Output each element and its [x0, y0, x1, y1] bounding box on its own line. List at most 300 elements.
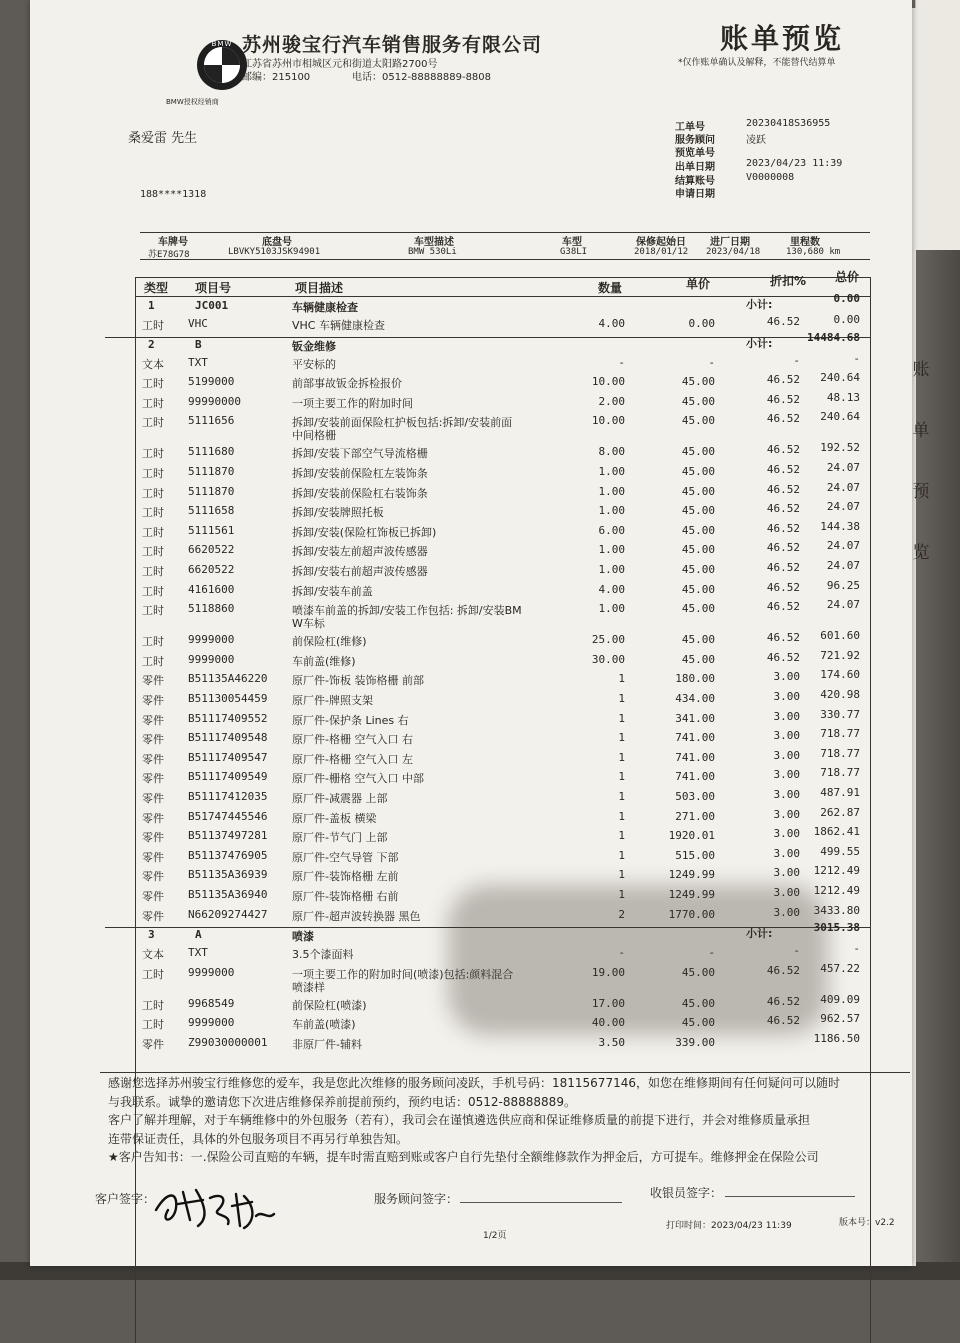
row-quantity: 1.00: [598, 602, 625, 616]
table-header-price: 单价: [686, 277, 711, 291]
row-total: 24.07: [826, 480, 860, 494]
customer-phone: 188****1318: [140, 189, 207, 200]
row-unit-price: 45.00: [681, 652, 715, 666]
row-discount: 3.00: [773, 846, 800, 860]
row-quantity: 25.00: [591, 633, 625, 647]
row-discount: 46.52: [766, 412, 800, 426]
row-unit-price: 45.00: [681, 465, 715, 478]
row-code: B51117409548: [188, 731, 268, 745]
row-total: 1186.50: [813, 1032, 860, 1045]
row-type: 零件: [142, 733, 164, 747]
row-discount: 3.00: [773, 827, 800, 841]
row-total: 262.87: [820, 805, 860, 819]
row-description: 前保险杠(维修): [292, 635, 367, 649]
row-type: 零件: [142, 674, 164, 688]
row-unit-price: 45.00: [681, 414, 715, 428]
row-unit-price: 0.00: [688, 317, 715, 330]
row-code: B51135A46220: [188, 672, 268, 686]
row-unit-price: 434.00: [675, 692, 715, 705]
row-discount: 46.52: [766, 650, 800, 664]
row-discount: 3.00: [773, 768, 800, 782]
section-number: 3: [148, 928, 155, 942]
row-total: 1212.49: [813, 864, 860, 878]
vehicle-header: 底盘号: [262, 237, 292, 248]
vehicle-header: 车牌号: [158, 237, 188, 248]
notes-block: [108, 1074, 840, 1167]
vehicle-value: 2018/01/12: [634, 247, 689, 257]
row-type: 零件: [142, 694, 164, 707]
company-address: 江苏省苏州市相城区元和街道太阳路2700号: [242, 59, 438, 70]
row-type: 零件: [142, 831, 164, 845]
row-description: 原厂件-格栅 空气入口 右: [292, 733, 413, 747]
row-unit-price: 341.00: [675, 711, 715, 725]
vehicle-value: LBVKY5103JSK94901: [228, 247, 321, 257]
row-unit-price: 45.00: [681, 633, 715, 647]
row-discount: 3.00: [773, 886, 800, 899]
row-code: 5199000: [188, 375, 235, 389]
page-number: 1/2页: [483, 1231, 507, 1241]
row-description: 平安标的: [292, 357, 336, 371]
row-code: 5111870: [188, 465, 235, 478]
vehicle-value: BMW 530Li: [408, 247, 457, 257]
row-type: 工时: [142, 506, 164, 520]
row-discount: 3.00: [773, 670, 800, 684]
row-unit-price: 45.00: [681, 445, 715, 459]
row-code: TXT: [188, 946, 208, 960]
row-total: 24.07: [826, 598, 860, 612]
row-total: 457.22: [820, 961, 860, 975]
customer-signature-icon: [148, 1180, 278, 1232]
vehicle-value: 苏E78G78: [148, 250, 190, 260]
row-code: TXT: [188, 355, 208, 369]
row-quantity: 1: [618, 750, 625, 764]
row-quantity: 1: [618, 848, 625, 862]
vehicle-value: G38LI: [560, 247, 588, 257]
row-code: B51117409552: [188, 711, 268, 725]
company-name: 苏州骏宝行汽车销售服务有限公司: [242, 34, 543, 56]
row-code: 5111870: [188, 484, 235, 498]
row-quantity: 1: [618, 770, 625, 784]
row-description: 车前盖(维修): [292, 654, 356, 668]
row-discount: 46.52: [766, 373, 800, 387]
info-label: 预览单号: [675, 148, 715, 159]
row-discount: 46.52: [766, 502, 800, 516]
row-quantity: 1.00: [598, 504, 625, 518]
row-discount: 46.52: [766, 1014, 800, 1028]
row-code: 9999000: [188, 965, 235, 979]
row-type: 工时: [142, 447, 164, 461]
row-total: 24.07: [826, 539, 860, 553]
row-unit-price: 45.00: [681, 602, 715, 616]
row-description: 原厂件-节气门 上部: [292, 831, 388, 845]
customer-name: 桑爱雷 先生: [128, 131, 198, 146]
row-discount: 3.00: [773, 905, 800, 919]
row-type: 工时: [142, 319, 164, 332]
row-code: B51130054459: [188, 692, 268, 705]
row-discount: 3.00: [773, 709, 800, 723]
row-quantity: 1: [618, 711, 625, 725]
row-quantity: 1: [618, 868, 625, 882]
row-quantity: 19.00: [591, 965, 625, 979]
row-discount: 46.52: [766, 963, 800, 977]
row-description: 原厂件-格栅 空气入口 左: [292, 752, 413, 766]
row-code: 9999000: [188, 652, 235, 666]
info-value: 凌跃: [746, 135, 766, 146]
row-total: 1862.41: [813, 825, 860, 839]
row-type: 工时: [142, 545, 164, 559]
row-description: 拆卸/安装前保险杠左装饰条: [292, 467, 428, 480]
row-unit-price: 741.00: [675, 750, 715, 764]
row-code: 9999000: [188, 1016, 235, 1030]
row-description: 喷漆车前盖的拆卸/安装工作包括: 拆卸/安装BM: [292, 604, 522, 618]
row-unit-price: 503.00: [675, 790, 715, 803]
note-line: 感谢您选择苏州骏宝行维修您的爱车，我是您此次维修的服务顾问凌跃，手机号码：18115677146，如您在维修期间有任何疑问可以随时: [108, 1076, 840, 1090]
row-quantity: -: [618, 355, 625, 369]
row-discount: 46.52: [766, 482, 800, 496]
row-type: 零件: [142, 890, 164, 903]
row-unit-price: 45.00: [681, 582, 715, 596]
section-number: 1: [148, 299, 155, 312]
row-total: 1212.49: [813, 884, 860, 897]
row-total: 192.52: [820, 441, 860, 455]
row-unit-price: 741.00: [675, 770, 715, 784]
row-quantity: 30.00: [591, 652, 625, 666]
row-description: 原厂件-盖板 横梁: [292, 811, 377, 825]
row-code: 5111656: [188, 414, 235, 428]
row-total: 24.07: [826, 500, 860, 514]
row-quantity: 1: [618, 672, 625, 686]
table-header-total: 总价: [835, 270, 860, 284]
info-label: 工单号: [675, 122, 705, 133]
row-description: 前保险杠(喷漆): [292, 998, 367, 1012]
row-type: 工时: [142, 584, 164, 598]
row-total: 96.25: [826, 578, 860, 592]
row-total: 174.60: [820, 668, 860, 682]
row-code: B51117412035: [188, 790, 268, 803]
row-total: 48.13: [826, 390, 860, 404]
table-header-qty: 数量: [598, 281, 623, 295]
row-type: 零件: [142, 909, 164, 923]
row-description: 拆卸/安装前保险杠右装饰条: [292, 486, 428, 500]
row-discount: 3.00: [773, 807, 800, 821]
customer-signature-label: 客户签字：: [95, 1192, 156, 1206]
section-name: 喷漆: [292, 930, 314, 944]
note-line: ★客户告知书：一.保险公司直赔的车辆，提车时需直赔到账或客户自行先垫付全额维修款作为押金后，方可提车。维修押金在保险公司: [108, 1150, 819, 1164]
row-description: 一项主要工作的附加时间(喷漆)包括:颜料混合: [292, 967, 514, 981]
row-description: 3.5个漆面料: [292, 948, 354, 962]
row-type: 工时: [142, 565, 164, 578]
row-type: 工时: [142, 525, 164, 539]
vehicle-header: 保修起始日: [636, 237, 686, 248]
row-discount: 46.52: [766, 631, 800, 645]
row-quantity: 4.00: [598, 317, 625, 330]
row-quantity: -: [618, 946, 625, 960]
row-quantity: 2: [618, 907, 625, 921]
row-unit-price: 45.00: [681, 394, 715, 408]
row-description: 原厂件-装饰格栅 右前: [292, 890, 399, 903]
row-description: 拆卸/安装左前超声波传感器: [292, 545, 428, 559]
row-quantity: 1: [618, 888, 625, 901]
section-subtotal: 3015.38: [813, 921, 860, 935]
row-discount: -: [793, 944, 800, 958]
info-value: 2023/04/23 11:39: [746, 158, 843, 169]
row-type: 零件: [142, 1038, 164, 1051]
section-code: A: [195, 928, 202, 942]
vehicle-header: 里程数: [790, 237, 820, 248]
row-discount: 46.52: [766, 541, 800, 555]
row-unit-price: 271.00: [675, 809, 715, 823]
section-subtotal-label: 小计:: [746, 927, 773, 941]
row-description: 车前盖(喷漆): [292, 1018, 356, 1032]
row-total: 487.91: [820, 786, 860, 799]
photo-shadow: [448, 885, 828, 1035]
row-total: 240.64: [820, 371, 860, 385]
row-code: N66209274427: [188, 907, 268, 921]
section-subtotal-label: 小计:: [746, 298, 773, 311]
row-description-cont: W车标: [292, 617, 325, 631]
bmw-logo-icon: BMW: [197, 40, 247, 90]
advisor-signature-label: 服务顾问签字：: [374, 1192, 459, 1206]
section-number: 2: [148, 337, 155, 351]
row-type: 零件: [142, 713, 164, 727]
vehicle-value: 2023/04/18: [706, 247, 761, 257]
note-line: 连带保证责任，具体的外包服务项目不再另行单独告知。: [108, 1131, 409, 1146]
row-discount: -: [793, 353, 800, 367]
row-unit-price: 45.00: [681, 965, 715, 979]
row-type: 工时: [142, 654, 164, 668]
row-description: 原厂件-减震器 上部: [292, 792, 388, 805]
row-code: 5111658: [188, 504, 235, 518]
row-unit-price: 45.00: [681, 1016, 715, 1030]
table-header-type: 类型: [144, 281, 169, 295]
row-description: 拆卸/安装(保险杠饰板已拆卸): [292, 525, 437, 539]
row-unit-price: 45.00: [681, 523, 715, 537]
row-total: 718.77: [820, 746, 860, 760]
row-description: 拆卸/安装右前超声波传感器: [292, 565, 428, 578]
row-type: 零件: [142, 850, 164, 864]
vehicle-header: 车型: [562, 237, 582, 248]
row-description: 原厂件-空气导管 下部: [292, 850, 399, 864]
row-quantity: 1: [618, 790, 625, 803]
row-quantity: 1.00: [598, 543, 625, 557]
row-type: 工时: [142, 467, 164, 480]
row-total: 420.98: [820, 688, 860, 701]
row-unit-price: 45.00: [681, 563, 715, 576]
row-quantity: 3.50: [598, 1036, 625, 1049]
info-label: 申请日期: [675, 189, 715, 200]
row-total: 601.60: [820, 629, 860, 643]
row-code: Z99030000001: [188, 1036, 268, 1049]
row-description: 原厂件-栅格 空气入口 中部: [292, 772, 424, 786]
row-total: 409.09: [820, 992, 860, 1006]
info-value: V0000008: [746, 172, 795, 183]
row-total: 144.38: [820, 519, 860, 533]
table-header-discount: 折扣%: [770, 274, 807, 288]
row-type: 工时: [142, 998, 164, 1012]
row-code: 5111561: [188, 523, 235, 537]
row-code: 99990000: [188, 394, 241, 408]
row-total: -: [853, 351, 860, 365]
row-unit-price: 1249.99: [668, 888, 715, 901]
row-description: VHC 车辆健康检查: [292, 319, 385, 332]
info-label: 出单日期: [675, 162, 715, 173]
row-code: B51137476905: [188, 848, 268, 862]
row-total: 499.55: [820, 844, 860, 858]
row-total: 718.77: [820, 727, 860, 741]
side-title: [910, 340, 932, 584]
row-type: 工时: [142, 967, 164, 981]
info-label: 结算账号: [675, 176, 715, 187]
row-quantity: 4.00: [598, 582, 625, 596]
row-description: 前部事故钣金拆检报价: [292, 377, 402, 391]
row-type: 零件: [142, 752, 164, 766]
section-subtotal: 14484.68: [807, 330, 860, 344]
row-quantity: 1: [618, 731, 625, 745]
row-code: 5111680: [188, 445, 235, 459]
row-code: 9999000: [188, 633, 235, 647]
row-description: 拆卸/安装前面保险杠护板包括:拆卸/安装前面: [292, 416, 513, 430]
row-unit-price: -: [708, 355, 715, 369]
row-total: 3433.80: [813, 903, 860, 917]
info-value: 20230418S36955: [746, 118, 831, 129]
version-number: 版本号：v2.2: [839, 1218, 895, 1228]
row-description-cont: 中间格栅: [292, 429, 336, 443]
side-title-char: 览: [912, 543, 930, 563]
row-quantity: 1.00: [598, 484, 625, 498]
row-quantity: 1: [618, 829, 625, 843]
row-description: 原厂件-牌照支架: [292, 694, 373, 707]
row-unit-price: 45.00: [681, 484, 715, 498]
row-discount: 46.52: [766, 994, 800, 1008]
side-title-char: 账: [912, 360, 930, 380]
row-total: 240.64: [820, 410, 860, 424]
row-description: 原厂件-装饰格栅 左前: [292, 870, 399, 884]
row-quantity: 1.00: [598, 465, 625, 478]
row-unit-price: 45.00: [681, 504, 715, 518]
document-title: 账单预览: [720, 22, 845, 55]
background-card: [915, 0, 960, 250]
row-discount: 46.52: [766, 392, 800, 406]
row-code: B51135A36940: [188, 888, 268, 901]
row-unit-price: 1920.01: [668, 829, 715, 843]
vehicle-value: 130,680 km: [786, 247, 841, 257]
row-description: 原厂件-超声波转换器 黑色: [292, 909, 421, 923]
note-line: 与我联系。诚挚的邀请您下次进店维修保养前提前预约，预约电话：0512-88888889。: [108, 1094, 576, 1109]
row-discount: 3.00: [773, 788, 800, 801]
row-quantity: 1.00: [598, 563, 625, 576]
invoice-preview-sheet: [30, 0, 930, 1266]
row-total: 0.00: [833, 313, 860, 326]
row-type: 文本: [142, 948, 164, 962]
table-header-desc: 项目描述: [295, 281, 344, 295]
row-type: 零件: [142, 870, 164, 884]
row-discount: 3.00: [773, 690, 800, 703]
row-total: 721.92: [820, 648, 860, 662]
row-code: 6620522: [188, 543, 235, 557]
company-postcode: 邮编：215100: [242, 72, 311, 83]
row-quantity: 1: [618, 809, 625, 823]
row-description: 拆卸/安装牌照托板: [292, 506, 384, 520]
row-discount: 3.00: [773, 729, 800, 743]
row-unit-price: 1770.00: [668, 907, 715, 921]
row-type: 零件: [142, 811, 164, 825]
row-quantity: 10.00: [591, 414, 625, 428]
cashier-signature-label: 收银员签字：: [650, 1186, 723, 1200]
row-quantity: 40.00: [591, 1016, 625, 1030]
row-code: VHC: [188, 317, 208, 330]
row-unit-price: 45.00: [681, 375, 715, 389]
row-quantity: 10.00: [591, 375, 625, 389]
row-type: 零件: [142, 792, 164, 805]
row-description: 原厂件-保护条 Lines 右: [292, 713, 409, 727]
row-description: 拆卸/安装车前盖: [292, 584, 373, 598]
row-quantity: 6.00: [598, 523, 625, 537]
section-name: 钣金维修: [292, 339, 336, 353]
vehicle-header: 车型描述: [414, 237, 454, 248]
row-type: 零件: [142, 772, 164, 786]
row-code: 5118860: [188, 602, 235, 616]
row-quantity: 17.00: [591, 996, 625, 1010]
company-phone: 电话：0512-88888889-8808: [352, 72, 492, 83]
row-discount: 46.52: [766, 580, 800, 594]
row-description: 原厂件-饰板 装饰格栅 前部: [292, 674, 424, 688]
row-type: 工时: [142, 377, 164, 391]
row-code: B51747445546: [188, 809, 268, 823]
row-unit-price: 741.00: [675, 731, 715, 745]
row-type: 工时: [142, 416, 164, 430]
side-title-char: 预: [912, 482, 930, 502]
logo-caption: BMW授权经销商: [166, 98, 219, 106]
row-total: 330.77: [820, 707, 860, 721]
row-code: B51117409547: [188, 750, 268, 764]
section-subtotal-label: 小计:: [746, 336, 773, 350]
note-line: 客户了解并理解，对于车辆维修中的外包服务（若有），我司会在谨慎遴选供应商和保证维修质量的前提下进行，并会对维修质量承担: [108, 1113, 811, 1127]
row-description: 一项主要工作的附加时间: [292, 396, 413, 410]
row-discount: 46.52: [766, 443, 800, 457]
row-discount: 46.52: [766, 561, 800, 574]
print-time: 打印时间：2023/04/23 11:39: [666, 1221, 792, 1231]
document-subtitle: *仅作账单确认及解释，不能替代结算单: [678, 58, 836, 68]
row-discount: 46.52: [766, 521, 800, 535]
row-type: 工时: [142, 1018, 164, 1032]
row-code: 6620522: [188, 563, 235, 576]
row-code: 4161600: [188, 582, 235, 596]
row-total: 24.07: [826, 559, 860, 572]
row-code: 9968549: [188, 996, 235, 1010]
row-description: 非原厂件-辅料: [292, 1038, 362, 1051]
side-title-char: 单: [912, 421, 930, 441]
row-total: 718.77: [820, 766, 860, 780]
row-code: B51135A36939: [188, 868, 268, 882]
row-description-cont: 喷漆样: [292, 980, 325, 994]
row-type: 工时: [142, 396, 164, 410]
row-code: B51137497281: [188, 829, 268, 843]
row-type: 工时: [142, 486, 164, 500]
row-quantity: 2.00: [598, 394, 625, 408]
info-label: 服务顾问: [675, 135, 715, 146]
row-discount: 46.52: [766, 600, 800, 614]
row-unit-price: 339.00: [675, 1036, 715, 1049]
row-discount: 3.00: [773, 866, 800, 880]
row-description: 拆卸/安装下部空气导流格栅: [292, 447, 428, 461]
vehicle-header: 进厂日期: [710, 237, 750, 248]
row-type: 工时: [142, 604, 164, 618]
row-quantity: 8.00: [598, 445, 625, 459]
section-name: 车辆健康检查: [292, 301, 358, 314]
row-total: -: [853, 942, 860, 956]
row-type: 文本: [142, 357, 164, 371]
section-subtotal: 0.00: [833, 292, 860, 305]
